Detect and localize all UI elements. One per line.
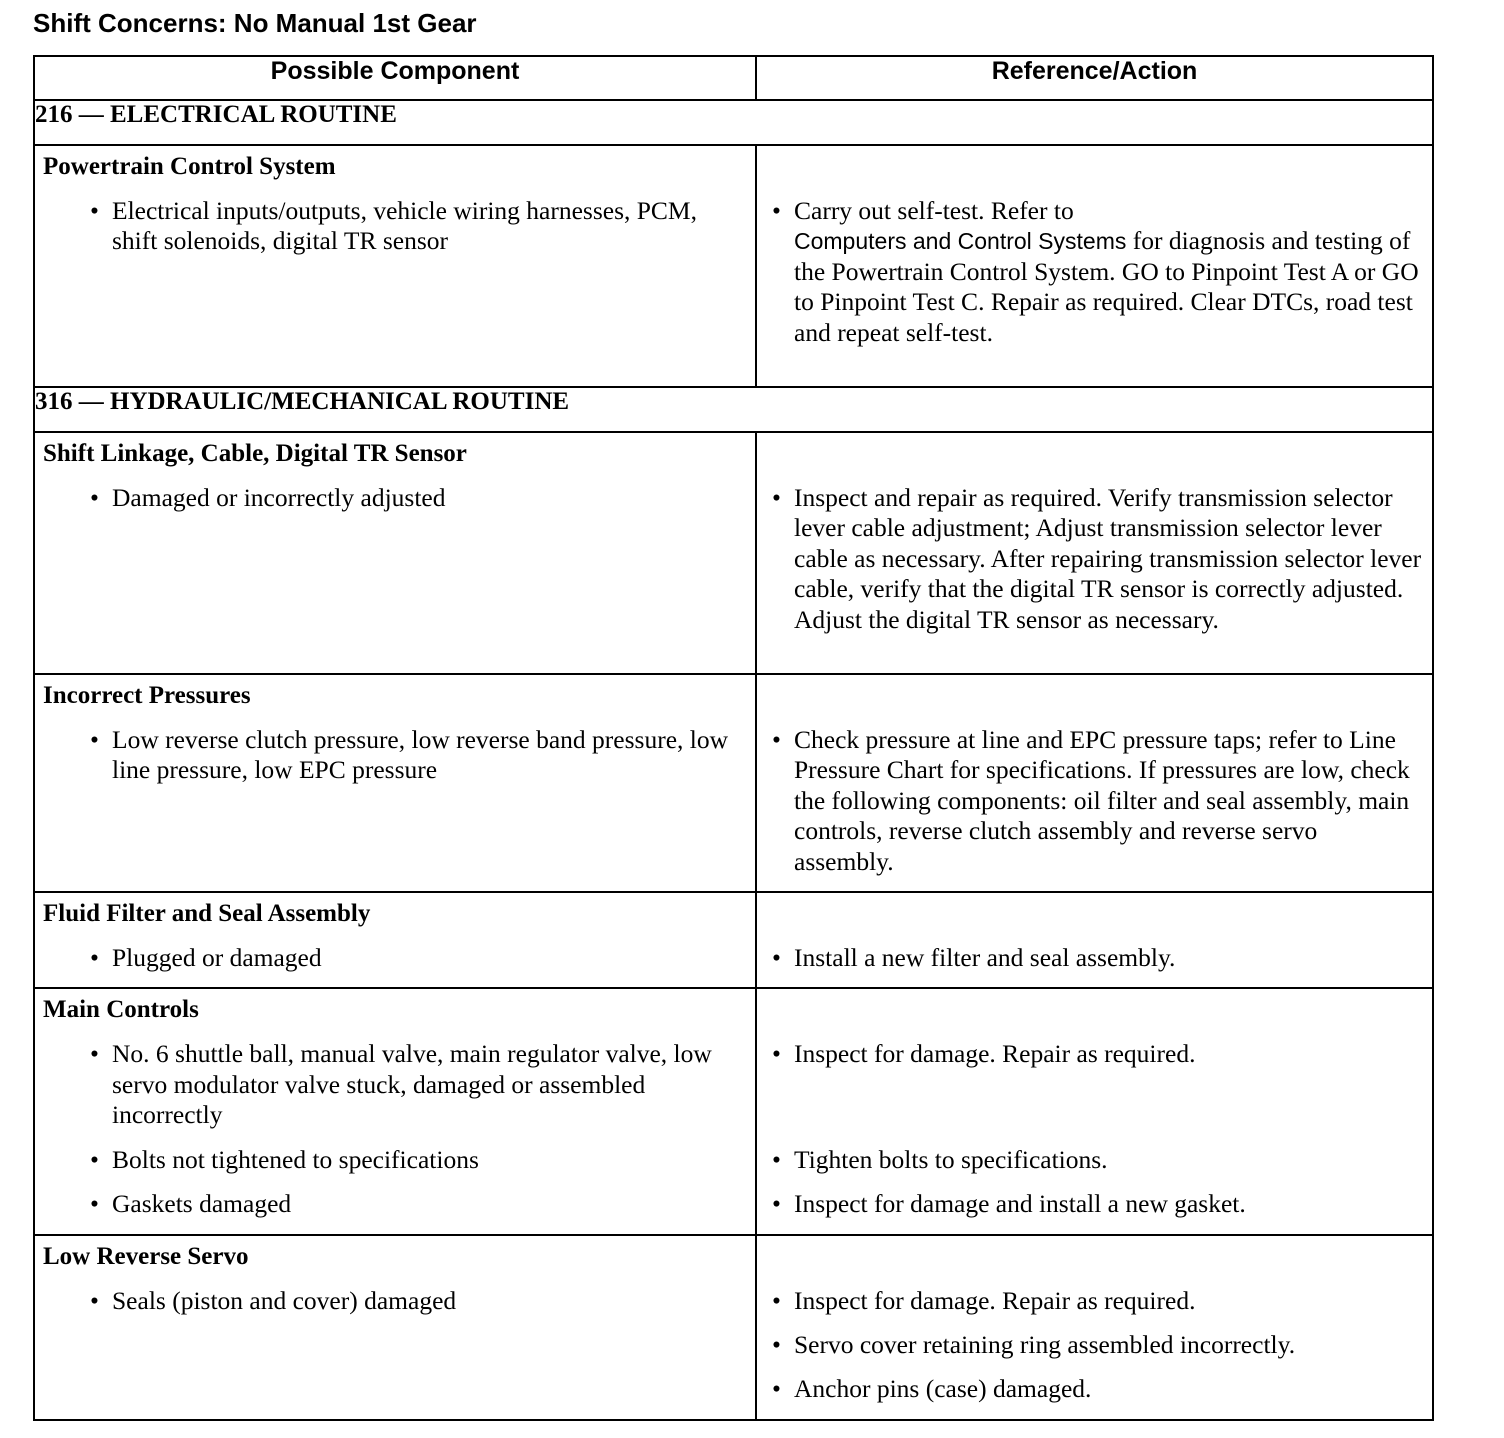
table-header-row [34,56,1433,100]
page-title: Shift Concerns: No Manual 1st Gear [33,8,477,38]
cause-text: Bolts not tightened to specifications [112,1144,479,1174]
bullet-icon: • [90,1144,99,1174]
component-row-low-reverse-servo [34,1235,1433,1420]
routine-label-hydraulic: 316 — HYDRAULIC/MECHANICAL ROUTINE [34,387,1433,432]
bullet-icon: • [90,1285,99,1315]
action-cell [756,145,1433,387]
component-cell [34,674,756,892]
action-item [757,1039,1432,1069]
column-header-component: Possible Component [34,56,756,100]
bullet-icon: • [90,196,99,225]
cause-text: Gaskets damaged [112,1189,292,1219]
cause-text: Seals (piston and cover) damaged [112,1285,457,1315]
bullet-icon: • [90,483,99,512]
bullet-icon: • [772,943,781,973]
cause-item [35,483,755,513]
bullet-icon: • [772,483,781,512]
action-item [757,1286,1432,1316]
action-item [757,1189,1432,1219]
component-title: Fluid Filter and Seal Assembly [43,900,371,928]
cause-text: Electrical inputs/outputs, vehicle wiring harnesses, PCM, shift solenoids, digital TR sensor [112,196,697,256]
component-row-powertrain-control-system [34,145,1433,387]
action-text: Servo cover retaining ring assembled incorrectly. [794,1330,1296,1360]
action-text: Check pressure at line and EPC pressure taps; refer to Line Pressure Chart for specifications. If pressures are low, check the following components: oil filter and seal assembly, main controls, reverse clutch assembly and reverse servo assembly. [794,725,1410,876]
component-title: Incorrect Pressures [43,682,251,709]
action-cell [756,674,1433,892]
column-header-action: Reference/Action [756,56,1433,100]
action-cell [756,988,1433,1234]
bullet-icon: • [90,725,99,754]
bullet-icon: • [772,196,781,225]
action-text: Inspect for damage. Repair as required. [794,1285,1196,1315]
action-text: Inspect for damage and install a new gasket. [794,1189,1246,1219]
bullet-icon: • [90,943,99,973]
action-item [757,1330,1432,1360]
cause-text: Low reverse clutch pressure, low reverse band pressure, low line pressure, low EPC pressure [112,725,729,785]
action-text: Inspect and repair as required. Verify transmission selector lever cable adjustment; Adjust transmission selector lever cable as necessary. After repairing transmission selector lever cable, verify that the digital TR sensor is correctly adjusted. Adjust the digital TR sensor as necessary. [794,483,1422,634]
action-text: Install a new filter and seal assembly. [794,943,1176,973]
bullet-icon: • [772,1285,781,1315]
shift-concerns-table [33,55,1434,1421]
action-cell [756,892,1433,988]
component-row-incorrect-pressures [34,674,1433,892]
action-cell [756,1235,1433,1420]
bullet-icon: • [772,725,781,754]
component-title: Low Reverse Servo [43,1242,249,1270]
action-item [757,1145,1432,1175]
action-cell [756,432,1433,674]
action-item [757,1374,1432,1404]
component-cell [34,988,756,1234]
cause-text: Damaged or incorrectly adjusted [112,483,446,512]
bullet-icon: • [772,1189,781,1219]
cause-item [35,943,755,973]
action-item [757,483,1432,635]
action-text-post: for diagnosis and testing of the Powertrain Control System. GO to Pinpoint Test A or GO to Pinpoint Test C. Repair as required. Clear DTCs, road test and repeat self-test. [794,226,1419,347]
action-text [794,196,1422,348]
cause-text: Plugged or damaged [112,943,322,973]
bullet-icon: • [90,1189,99,1219]
cause-item [35,1189,755,1219]
cause-item [35,1039,755,1130]
routine-label-electrical: 216 — ELECTRICAL ROUTINE [34,100,1433,145]
action-text-pre: Carry out self-test. Refer to [794,196,1074,225]
component-title: Shift Linkage, Cable, Digital TR Sensor [43,440,467,467]
component-row-shift-linkage [34,432,1433,674]
component-cell [34,145,756,387]
bullet-icon: • [90,1039,99,1069]
component-cell [34,432,756,674]
component-cell [34,892,756,988]
component-row-fluid-filter [34,892,1433,988]
bullet-icon: • [772,1374,781,1404]
reference-link[interactable]: Computers and Control Systems [794,228,1127,255]
cause-item [35,725,755,786]
bullet-icon: • [772,1039,781,1069]
action-text: Anchor pins (case) damaged. [794,1374,1092,1404]
action-item [757,196,1432,348]
component-title: Main Controls [43,996,199,1024]
cause-item [35,196,755,257]
component-cell [34,1235,756,1420]
cause-item [35,1145,755,1175]
routine-row [34,100,1433,145]
action-text: Tighten bolts to specifications. [794,1144,1108,1174]
action-item [757,943,1432,973]
action-text: Inspect for damage. Repair as required. [794,1039,1196,1069]
bullet-icon: • [772,1330,781,1360]
component-row-main-controls [34,988,1433,1234]
cause-item [35,1286,755,1316]
bullet-icon: • [772,1144,781,1174]
action-item [757,725,1432,877]
routine-row [34,387,1433,432]
cause-text: No. 6 shuttle ball, manual valve, main regulator valve, low servo modulator valve stuck, damaged or assembled incorrectly [112,1039,712,1130]
component-title: Powertrain Control System [43,153,336,180]
